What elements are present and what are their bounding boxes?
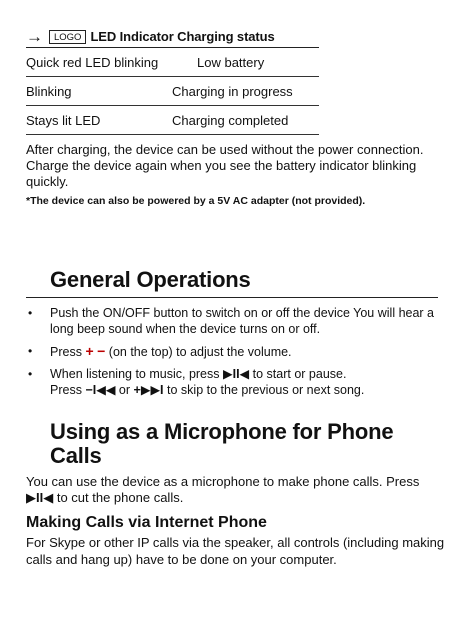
microphone-paragraph [26,474,446,506]
after-charging-paragraph: After charging, the device can be used without the power connection. Charge the device again when you see the battery indicator blinking quickly. [26,142,424,189]
bullet-text-part: to start or pause. [252,367,347,381]
bullet-icon: • [28,306,33,320]
paragraph-text-part: You can use the device as a microphone to make phone calls. Press [26,474,420,489]
bullet-icon: • [28,367,33,381]
general-operations-heading: General Operations [50,267,251,292]
led-indicator-cell: Quick red LED blinking [26,54,159,70]
bullet-icon: • [28,344,33,358]
paragraph-text-part: to cut the phone calls. [56,490,184,505]
bullet-text-part: When listening to music, press [50,367,220,381]
bullet-text [50,366,446,398]
led-status-table [26,26,319,135]
adapter-note: *The device can also be powered by a 5V AC adapter (not provided). [26,195,366,207]
bullet-text [50,343,446,360]
arrow-right-icon: → [26,27,43,46]
play-pause-icon: ▶II◀ [223,367,250,381]
previous-track-icon: −I◀◀ [85,383,116,397]
microphone-heading: Using as a Microphone for Phone Calls [50,419,394,468]
bullet-text-part: Press [50,383,82,397]
led-indicator-cell: Stays lit LED [26,112,101,128]
logo-label: LOGO [49,30,86,44]
call-end-icon: ▶II◀ [26,490,54,505]
table-header [26,26,319,48]
minus-icon: − [97,343,106,359]
bullet-text: Push the ON/OFF button to switch on or off the device You will hear a long beep sound when the device turns on or off. [50,306,435,336]
charging-status-cell: Low battery [197,54,265,70]
plus-icon: + [85,343,94,359]
table-row [26,77,319,106]
list-item [26,343,446,360]
led-indicator-cell: Blinking [26,83,72,99]
internet-phone-paragraph: For Skype or other IP calls via the speaker, all controls (including making calls and hang up) have to be done on your computer. [26,535,445,567]
table-header-text: LED Indicator Charging status [90,29,275,44]
bullet-text-part: Press [50,345,82,359]
internet-phone-heading: Making Calls via Internet Phone [26,514,267,531]
bullet-text-part: to skip to the previous or next song. [167,383,365,397]
bullet-text-part: (on the top) to adjust the volume. [108,345,292,359]
table-row [26,48,319,77]
charging-status-cell: Charging completed [172,112,289,128]
next-track-icon: +▶▶I [133,383,164,397]
table-row [26,106,319,135]
bullet-text-part: or [118,383,131,397]
operations-list [26,305,446,398]
list-item [26,366,446,398]
heading-divider [26,297,438,298]
charging-status-cell: Charging in progress [172,83,293,99]
list-item [26,305,446,337]
